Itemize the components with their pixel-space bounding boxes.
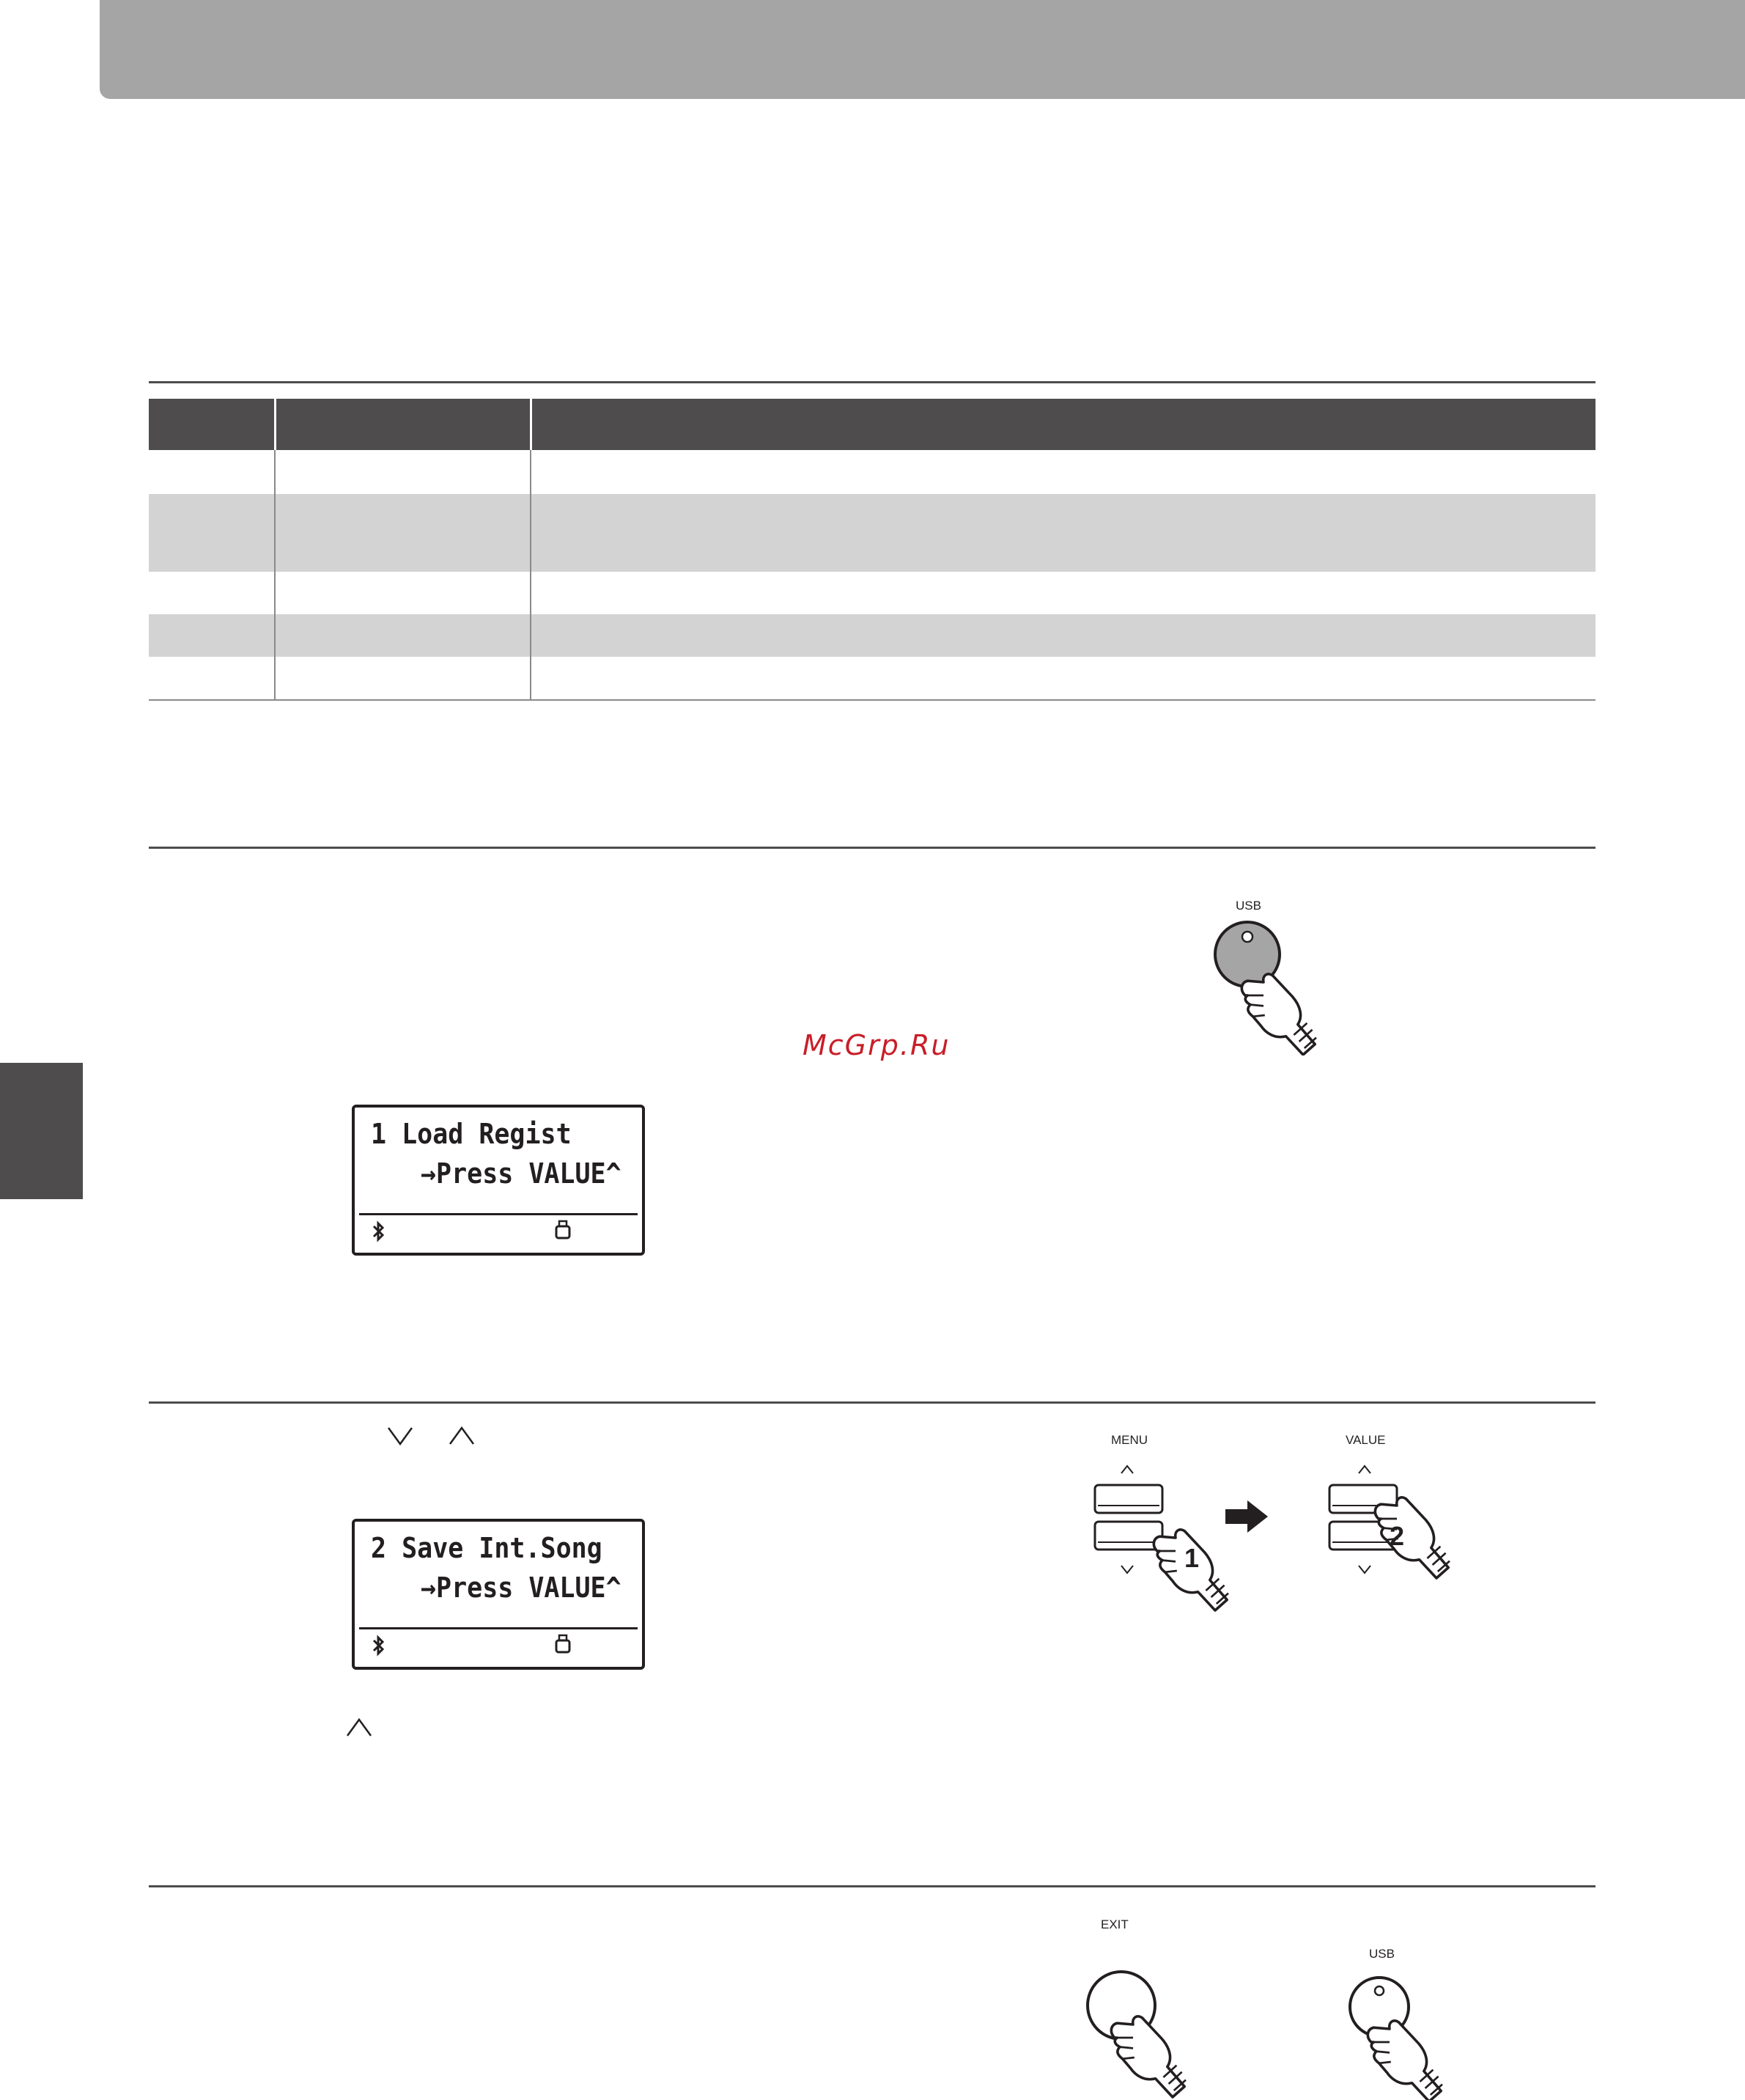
step-3-rule xyxy=(149,1885,1595,1887)
pointing-hand-icon xyxy=(1242,974,1316,1055)
settings-table xyxy=(149,399,1595,701)
step-number-1: 1 xyxy=(1184,1543,1200,1573)
usb-led-icon xyxy=(1375,1986,1384,1995)
menu-up-button[interactable] xyxy=(1095,1485,1162,1513)
step-1-rule xyxy=(149,847,1595,849)
lcd-line-1: 1 Load Regist xyxy=(371,1118,572,1150)
usb-button-press[interactable] xyxy=(1341,1972,1473,2100)
usb-memory-icon xyxy=(554,1219,572,1241)
usb-button-label: USB xyxy=(1369,1947,1395,1961)
menu-button-label: MENU xyxy=(1111,1433,1148,1447)
pointing-hand-icon xyxy=(1111,2016,1186,2097)
table-row xyxy=(149,494,1595,572)
right-arrow-icon xyxy=(1224,1499,1269,1534)
step-number-2: 2 xyxy=(1390,1521,1405,1551)
table-row xyxy=(149,450,1595,494)
section-tab xyxy=(0,1063,83,1199)
lcd-display-1 xyxy=(352,1105,645,1256)
lcd-display-2 xyxy=(352,1519,645,1670)
menu-buttons[interactable] xyxy=(1085,1459,1253,1620)
value-buttons[interactable] xyxy=(1319,1459,1488,1620)
usb-button-label: USB xyxy=(1236,899,1261,913)
up-caret-icon xyxy=(344,1717,374,1739)
step-2-rule xyxy=(149,1401,1595,1404)
up-caret-icon xyxy=(447,1425,476,1447)
bluetooth-icon xyxy=(371,1635,387,1657)
exit-button-press[interactable] xyxy=(1074,1964,1206,2100)
usb-led-icon xyxy=(1242,932,1253,942)
menu-down-button[interactable] xyxy=(1095,1522,1162,1550)
table-header xyxy=(149,399,1595,450)
table-top-rule xyxy=(149,381,1595,383)
table-row xyxy=(149,572,1595,614)
usb-memory-icon xyxy=(554,1633,572,1655)
table-row xyxy=(149,657,1595,699)
table-row xyxy=(149,614,1595,657)
pointing-hand-icon xyxy=(1375,1497,1450,1578)
watermark: McGrp.Ru xyxy=(803,1029,951,1061)
pointing-hand-icon xyxy=(1368,2021,1442,2100)
value-button-label: VALUE xyxy=(1346,1433,1386,1447)
lcd-line-2: →Press VALUE^ xyxy=(421,1572,621,1604)
bluetooth-icon xyxy=(371,1220,387,1242)
lcd-line-2: →Press VALUE^ xyxy=(421,1157,621,1190)
exit-button-label: EXIT xyxy=(1101,1917,1129,1931)
usb-button-press[interactable] xyxy=(1202,916,1334,1055)
lcd-line-1: 2 Save Int.Song xyxy=(371,1532,602,1564)
down-caret-icon xyxy=(385,1425,415,1447)
header-bar xyxy=(100,0,1745,99)
